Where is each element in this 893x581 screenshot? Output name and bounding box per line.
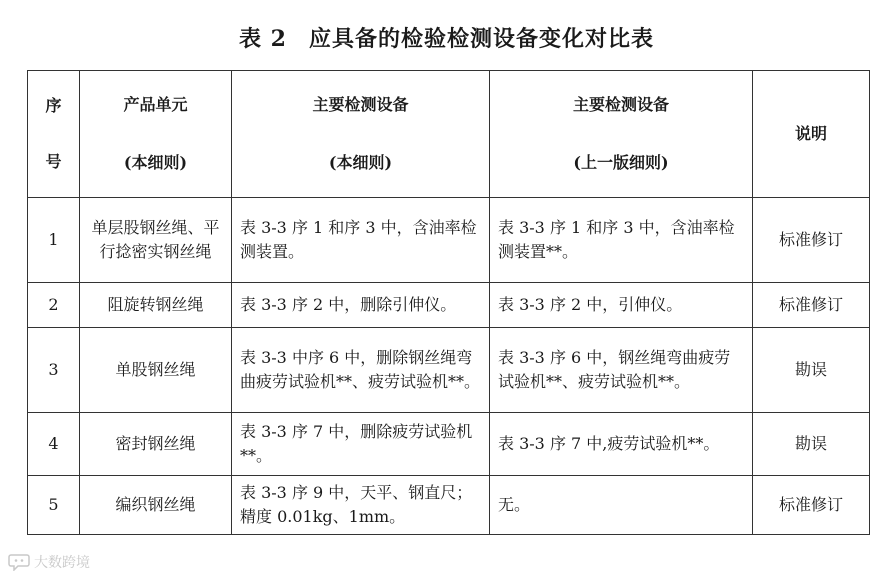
header-equip-old: 主要检测设备 (上一版细则) bbox=[490, 71, 753, 198]
watermark bbox=[8, 552, 90, 572]
cell-equip-old: 表 3-3 序 2 中，引伸仪。 bbox=[490, 283, 753, 328]
cell-seq: 2 bbox=[28, 283, 80, 328]
watermark-text: 大数跨境 bbox=[34, 555, 90, 571]
cell-seq: 4 bbox=[28, 413, 80, 476]
table-title-text: 应具备的检验检测设备变化对比表 bbox=[308, 26, 654, 52]
cell-equip-old: 无。 bbox=[490, 476, 753, 535]
comparison-table bbox=[27, 70, 870, 535]
cell-equip-new: 表 3-3 序 7 中，删除疲劳试验机**。 bbox=[232, 413, 490, 476]
cell-seq: 5 bbox=[28, 476, 80, 535]
cell-note: 勘误 bbox=[753, 413, 870, 476]
table-row bbox=[28, 198, 870, 283]
table-row bbox=[28, 413, 870, 476]
table-title bbox=[0, 22, 893, 53]
cell-equip-old: 表 3-3 序 6 中，钢丝绳弯曲疲劳试验机**、疲劳试验机**。 bbox=[490, 328, 753, 413]
cell-unit: 编织钢丝绳 bbox=[80, 476, 232, 535]
cell-note: 标准修订 bbox=[753, 476, 870, 535]
header-seq: 序 号 bbox=[28, 71, 80, 198]
cell-unit: 密封钢丝绳 bbox=[80, 413, 232, 476]
cell-seq: 3 bbox=[28, 328, 80, 413]
cell-equip-new: 表 3-3 序 2 中，删除引伸仪。 bbox=[232, 283, 490, 328]
cell-equip-old: 表 3-3 序 1 和序 3 中，含油率检测装置**。 bbox=[490, 198, 753, 283]
cell-note: 勘误 bbox=[753, 328, 870, 413]
cell-note: 标准修订 bbox=[753, 283, 870, 328]
cell-equip-new: 表 3-3 序 9 中，天平、钢直尺；精度 0.01kg、1mm。 bbox=[232, 476, 490, 535]
table-row bbox=[28, 476, 870, 535]
cell-seq: 1 bbox=[28, 198, 80, 283]
table-row bbox=[28, 283, 870, 328]
speech-bubble-logo-icon bbox=[8, 553, 30, 571]
cell-unit: 阻旋转钢丝绳 bbox=[80, 283, 232, 328]
cell-equip-old: 表 3-3 序 7 中,疲劳试验机**。 bbox=[490, 413, 753, 476]
table-row bbox=[28, 328, 870, 413]
header-unit: 产品单元 (本细则) bbox=[80, 71, 232, 198]
header-note: 说明 bbox=[753, 71, 870, 198]
cell-equip-new: 表 3-3 序 1 和序 3 中，含油率检测装置。 bbox=[232, 198, 490, 283]
cell-equip-new: 表 3-3 中序 6 中，删除钢丝绳弯曲疲劳试验机**、疲劳试验机**。 bbox=[232, 328, 490, 413]
cell-note: 标准修订 bbox=[753, 198, 870, 283]
cell-unit: 单层股钢丝绳、平行捻密实钢丝绳 bbox=[80, 198, 232, 283]
header-equip-new: 主要检测设备 (本细则) bbox=[232, 71, 490, 198]
table-number: 表 2 bbox=[239, 26, 287, 52]
table-header-row bbox=[28, 71, 870, 198]
cell-unit: 单股钢丝绳 bbox=[80, 328, 232, 413]
